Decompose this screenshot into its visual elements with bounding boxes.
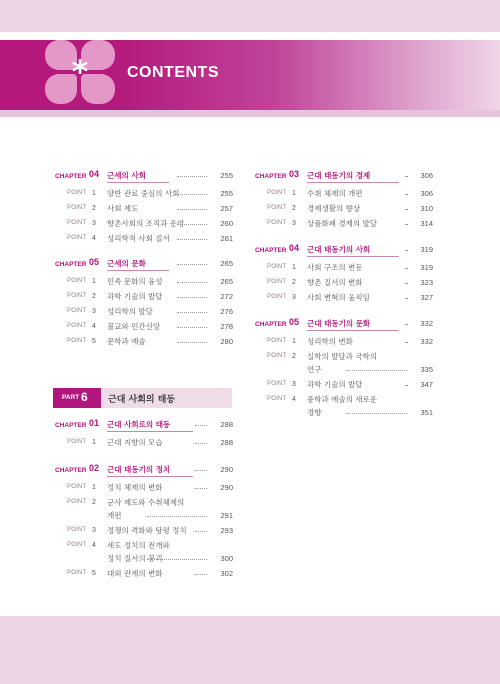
chapter-word: CHAPTER	[55, 467, 87, 474]
point-page: 335	[420, 365, 433, 374]
point-word: POINT	[67, 338, 87, 344]
point-row	[55, 525, 233, 536]
point-page: 310	[420, 204, 433, 213]
point-row-continued	[255, 407, 433, 418]
point-word: POINT	[67, 323, 87, 329]
chapter-word: CHAPTER	[255, 247, 287, 254]
point-title: 정쟁의 격화와 탕평 정치	[107, 526, 187, 535]
dot-leader	[177, 282, 207, 283]
chapter-word: CHAPTER	[55, 173, 87, 180]
chapter-page: 265	[220, 259, 233, 268]
point-page: 265	[220, 277, 233, 286]
chapter-title: 근세의 문화	[107, 259, 146, 268]
point-page: 314	[420, 219, 433, 228]
point-row	[255, 394, 433, 405]
point-title: 세도 정치의 전개와	[107, 541, 170, 550]
chapter-page: 288	[220, 420, 233, 429]
point-word: POINT	[267, 220, 287, 226]
point-row	[55, 336, 233, 347]
point-word: POINT	[267, 338, 287, 344]
point-page: 332	[420, 337, 433, 346]
point-page: 347	[420, 380, 433, 389]
point-word: POINT	[67, 570, 87, 576]
point-number: 3	[92, 308, 96, 315]
point-row	[255, 379, 433, 390]
chapter-row	[55, 170, 233, 181]
dot-leader	[405, 250, 407, 251]
point-row	[55, 233, 233, 244]
point-word: POINT	[67, 484, 87, 490]
point-word: POINT	[67, 439, 87, 445]
page-title: CONTENTS	[127, 64, 219, 81]
point-row-continued	[255, 364, 433, 375]
chapter-underline	[107, 182, 169, 183]
point-number: 1	[292, 338, 296, 345]
point-number: 2	[292, 353, 296, 360]
dot-leader	[405, 342, 407, 343]
point-page: 306	[420, 189, 433, 198]
chapter-number: 03	[289, 169, 300, 179]
point-word: POINT	[67, 190, 87, 196]
point-title: 과학 기술의 발달	[307, 380, 363, 389]
point-number: 2	[92, 205, 96, 212]
chapter-word: CHAPTER	[55, 261, 87, 268]
point-word: POINT	[67, 235, 87, 241]
point-page: 280	[220, 337, 233, 346]
point-title: 과학 기술의 발달	[107, 292, 163, 301]
dot-leader	[405, 194, 407, 195]
point-word: POINT	[267, 294, 287, 300]
point-number: 5	[92, 570, 96, 577]
point-page: 278	[220, 322, 233, 331]
point-row	[55, 276, 233, 287]
point-number: 3	[92, 220, 96, 227]
point-page: 255	[220, 189, 233, 198]
dot-leader	[195, 531, 207, 532]
point-page: 300	[220, 554, 233, 563]
point-number: 1	[92, 278, 96, 285]
point-page: 293	[220, 526, 233, 535]
point-title-cont: 연구	[307, 365, 322, 374]
point-row	[55, 291, 233, 302]
point-page: 319	[420, 263, 433, 272]
point-number: 1	[292, 190, 296, 197]
point-row	[55, 437, 233, 448]
chapter-underline	[107, 270, 169, 271]
chapter-underline	[307, 182, 399, 183]
point-number: 1	[92, 484, 96, 491]
point-title: 사회 구조의 변동	[307, 263, 363, 272]
chapter-number: 04	[289, 243, 300, 253]
point-number: 3	[92, 527, 96, 534]
dot-leader	[195, 470, 207, 471]
point-row	[255, 277, 433, 288]
point-title: 문학과 예술	[107, 337, 146, 346]
point-row	[55, 540, 233, 551]
point-page: 302	[220, 569, 233, 578]
point-title-cont: 경향	[307, 408, 322, 417]
chapter-page: 255	[220, 171, 233, 180]
point-page: 323	[420, 278, 433, 287]
dot-leader	[405, 176, 407, 177]
dot-leader	[177, 224, 207, 225]
bottom-band	[0, 616, 500, 684]
point-number: 2	[292, 205, 296, 212]
point-number: 1	[92, 439, 96, 446]
chapter-number: 05	[289, 317, 300, 327]
point-number: 1	[92, 190, 96, 197]
dot-leader	[177, 264, 207, 265]
dot-leader	[147, 559, 207, 560]
part-word: PART	[62, 394, 80, 401]
point-number: 4	[92, 323, 96, 330]
chapter-number: 05	[89, 257, 100, 267]
point-title: 실학의 발달과 국학의	[307, 352, 377, 361]
chapter-page: 290	[220, 465, 233, 474]
point-page: 261	[220, 234, 233, 243]
point-number: 4	[292, 396, 296, 403]
point-number: 4	[92, 542, 96, 549]
point-word: POINT	[67, 220, 87, 226]
point-word: POINT	[67, 293, 87, 299]
point-page: 290	[220, 483, 233, 492]
chapter-underline	[307, 330, 399, 331]
point-title: 향촌 질서의 변화	[307, 278, 363, 287]
part-number: 6	[81, 390, 88, 404]
chapter-title: 근대 태동기의 정치	[107, 465, 171, 474]
point-number: 3	[292, 220, 296, 227]
dot-leader	[177, 194, 207, 195]
point-row-continued	[55, 510, 233, 521]
dot-leader	[177, 297, 207, 298]
part-header	[53, 388, 232, 408]
point-row	[55, 218, 233, 229]
point-title-cont: 정치 질서의 붕괴	[107, 554, 163, 563]
dot-leader	[347, 370, 407, 371]
point-title: 근대 지향의 모습	[107, 438, 163, 447]
dot-leader	[177, 327, 207, 328]
dot-leader	[347, 413, 407, 414]
point-word: POINT	[267, 381, 287, 387]
chapter-row	[55, 464, 233, 475]
chapter-number: 02	[89, 463, 100, 473]
point-title: 성리학의 발달	[107, 307, 153, 316]
point-page: 351	[420, 408, 433, 417]
point-title: 군사 제도와 수취체제의	[107, 498, 185, 507]
point-title: 상품화폐 경제의 발달	[307, 219, 377, 228]
point-row	[255, 292, 433, 303]
point-title: 정치 체제의 변화	[107, 483, 163, 492]
point-number: 1	[292, 264, 296, 271]
point-page: 276	[220, 307, 233, 316]
point-word: POINT	[267, 279, 287, 285]
point-word: POINT	[267, 396, 287, 402]
point-page: 288	[220, 438, 233, 447]
dot-leader	[405, 385, 407, 386]
point-row	[55, 203, 233, 214]
asterisk-icon: *	[71, 53, 89, 91]
chapter-row	[255, 244, 433, 255]
point-row	[55, 482, 233, 493]
point-row	[255, 203, 433, 214]
point-word: POINT	[67, 527, 87, 533]
dot-leader	[177, 176, 207, 177]
dot-leader	[195, 443, 207, 444]
point-title: 불교와 민간신앙	[107, 322, 161, 331]
chapter-word: CHAPTER	[255, 321, 287, 328]
chapter-number: 04	[89, 169, 100, 179]
point-row-continued	[55, 553, 233, 564]
chapter-title: 근대 사회로의 태동	[107, 420, 171, 429]
point-row	[55, 306, 233, 317]
point-page: 257	[220, 204, 233, 213]
point-word: POINT	[267, 205, 287, 211]
chapter-title: 근대 태동기의 경제	[307, 171, 371, 180]
dot-leader	[405, 324, 407, 325]
point-title: 사회 제도	[107, 204, 139, 213]
point-number: 5	[92, 338, 96, 345]
chapter-underline	[307, 256, 399, 257]
point-number: 2	[92, 499, 96, 506]
dot-leader	[195, 488, 207, 489]
point-row	[255, 351, 433, 362]
flower-emblem-icon	[45, 40, 115, 104]
point-row	[55, 321, 233, 332]
chapter-title: 근대 태동기의 사회	[307, 245, 371, 254]
point-number: 4	[92, 235, 96, 242]
point-page: 291	[220, 511, 233, 520]
chapter-row	[255, 170, 433, 181]
chapter-row	[255, 318, 433, 329]
point-page: 327	[420, 293, 433, 302]
point-title: 사회 변혁의 움직임	[307, 293, 370, 302]
point-word: POINT	[267, 264, 287, 270]
dot-leader	[195, 425, 207, 426]
point-word: POINT	[67, 308, 87, 314]
point-title: 성리학적 사회 질서	[107, 234, 170, 243]
point-title: 수취 체제의 개편	[307, 189, 363, 198]
chapter-title: 근대 태동기의 문화	[307, 319, 371, 328]
chapter-page: 306	[420, 171, 433, 180]
point-word: POINT	[267, 190, 287, 196]
dot-leader	[405, 209, 407, 210]
point-title: 풍학과 예술의 새로운	[307, 395, 377, 404]
chapter-row	[55, 258, 233, 269]
point-number: 3	[292, 381, 296, 388]
part-title: 근대 사회의 태동	[108, 395, 176, 405]
point-number: 3	[292, 294, 296, 301]
point-row	[255, 262, 433, 273]
dot-leader	[405, 298, 407, 299]
chapter-row	[55, 419, 233, 430]
dot-leader	[195, 574, 207, 575]
point-title: 양반 관료 중심의 사회	[107, 189, 180, 198]
point-row	[255, 188, 433, 199]
point-word: POINT	[67, 542, 87, 548]
point-row	[55, 497, 233, 508]
point-title-cont: 개편	[107, 511, 122, 520]
point-row	[55, 188, 233, 199]
point-row	[255, 218, 433, 229]
dot-leader	[177, 209, 207, 210]
point-word: POINT	[67, 499, 87, 505]
point-page: 272	[220, 292, 233, 301]
chapter-title: 근세의 사회	[107, 171, 146, 180]
dot-leader	[147, 516, 207, 517]
point-title: 성리학의 변화	[307, 337, 353, 346]
point-word: POINT	[67, 278, 87, 284]
point-title: 대외 관계의 변화	[107, 569, 163, 578]
point-word: POINT	[267, 353, 287, 359]
dot-leader	[177, 312, 207, 313]
point-title: 경제생활의 향상	[307, 204, 361, 213]
dot-leader	[405, 224, 407, 225]
chapter-page: 319	[420, 245, 433, 254]
chapter-number: 01	[89, 418, 100, 428]
header-strip	[0, 110, 500, 117]
point-word: POINT	[67, 205, 87, 211]
dot-leader	[405, 283, 407, 284]
chapter-word: CHAPTER	[255, 173, 287, 180]
point-number: 2	[292, 279, 296, 286]
point-number: 2	[92, 293, 96, 300]
point-page: 260	[220, 219, 233, 228]
point-title: 민족 문화의 융성	[107, 277, 163, 286]
chapter-page: 332	[420, 319, 433, 328]
dot-leader	[405, 268, 407, 269]
dot-leader	[177, 342, 207, 343]
point-title: 향촌사회의 조직과 운영	[107, 219, 185, 228]
part-tag	[53, 388, 101, 408]
chapter-underline	[107, 476, 193, 477]
dot-leader	[177, 239, 207, 240]
point-row	[55, 568, 233, 579]
point-row	[255, 336, 433, 347]
top-band	[0, 0, 500, 32]
chapter-underline	[107, 431, 193, 432]
chapter-word: CHAPTER	[55, 422, 87, 429]
